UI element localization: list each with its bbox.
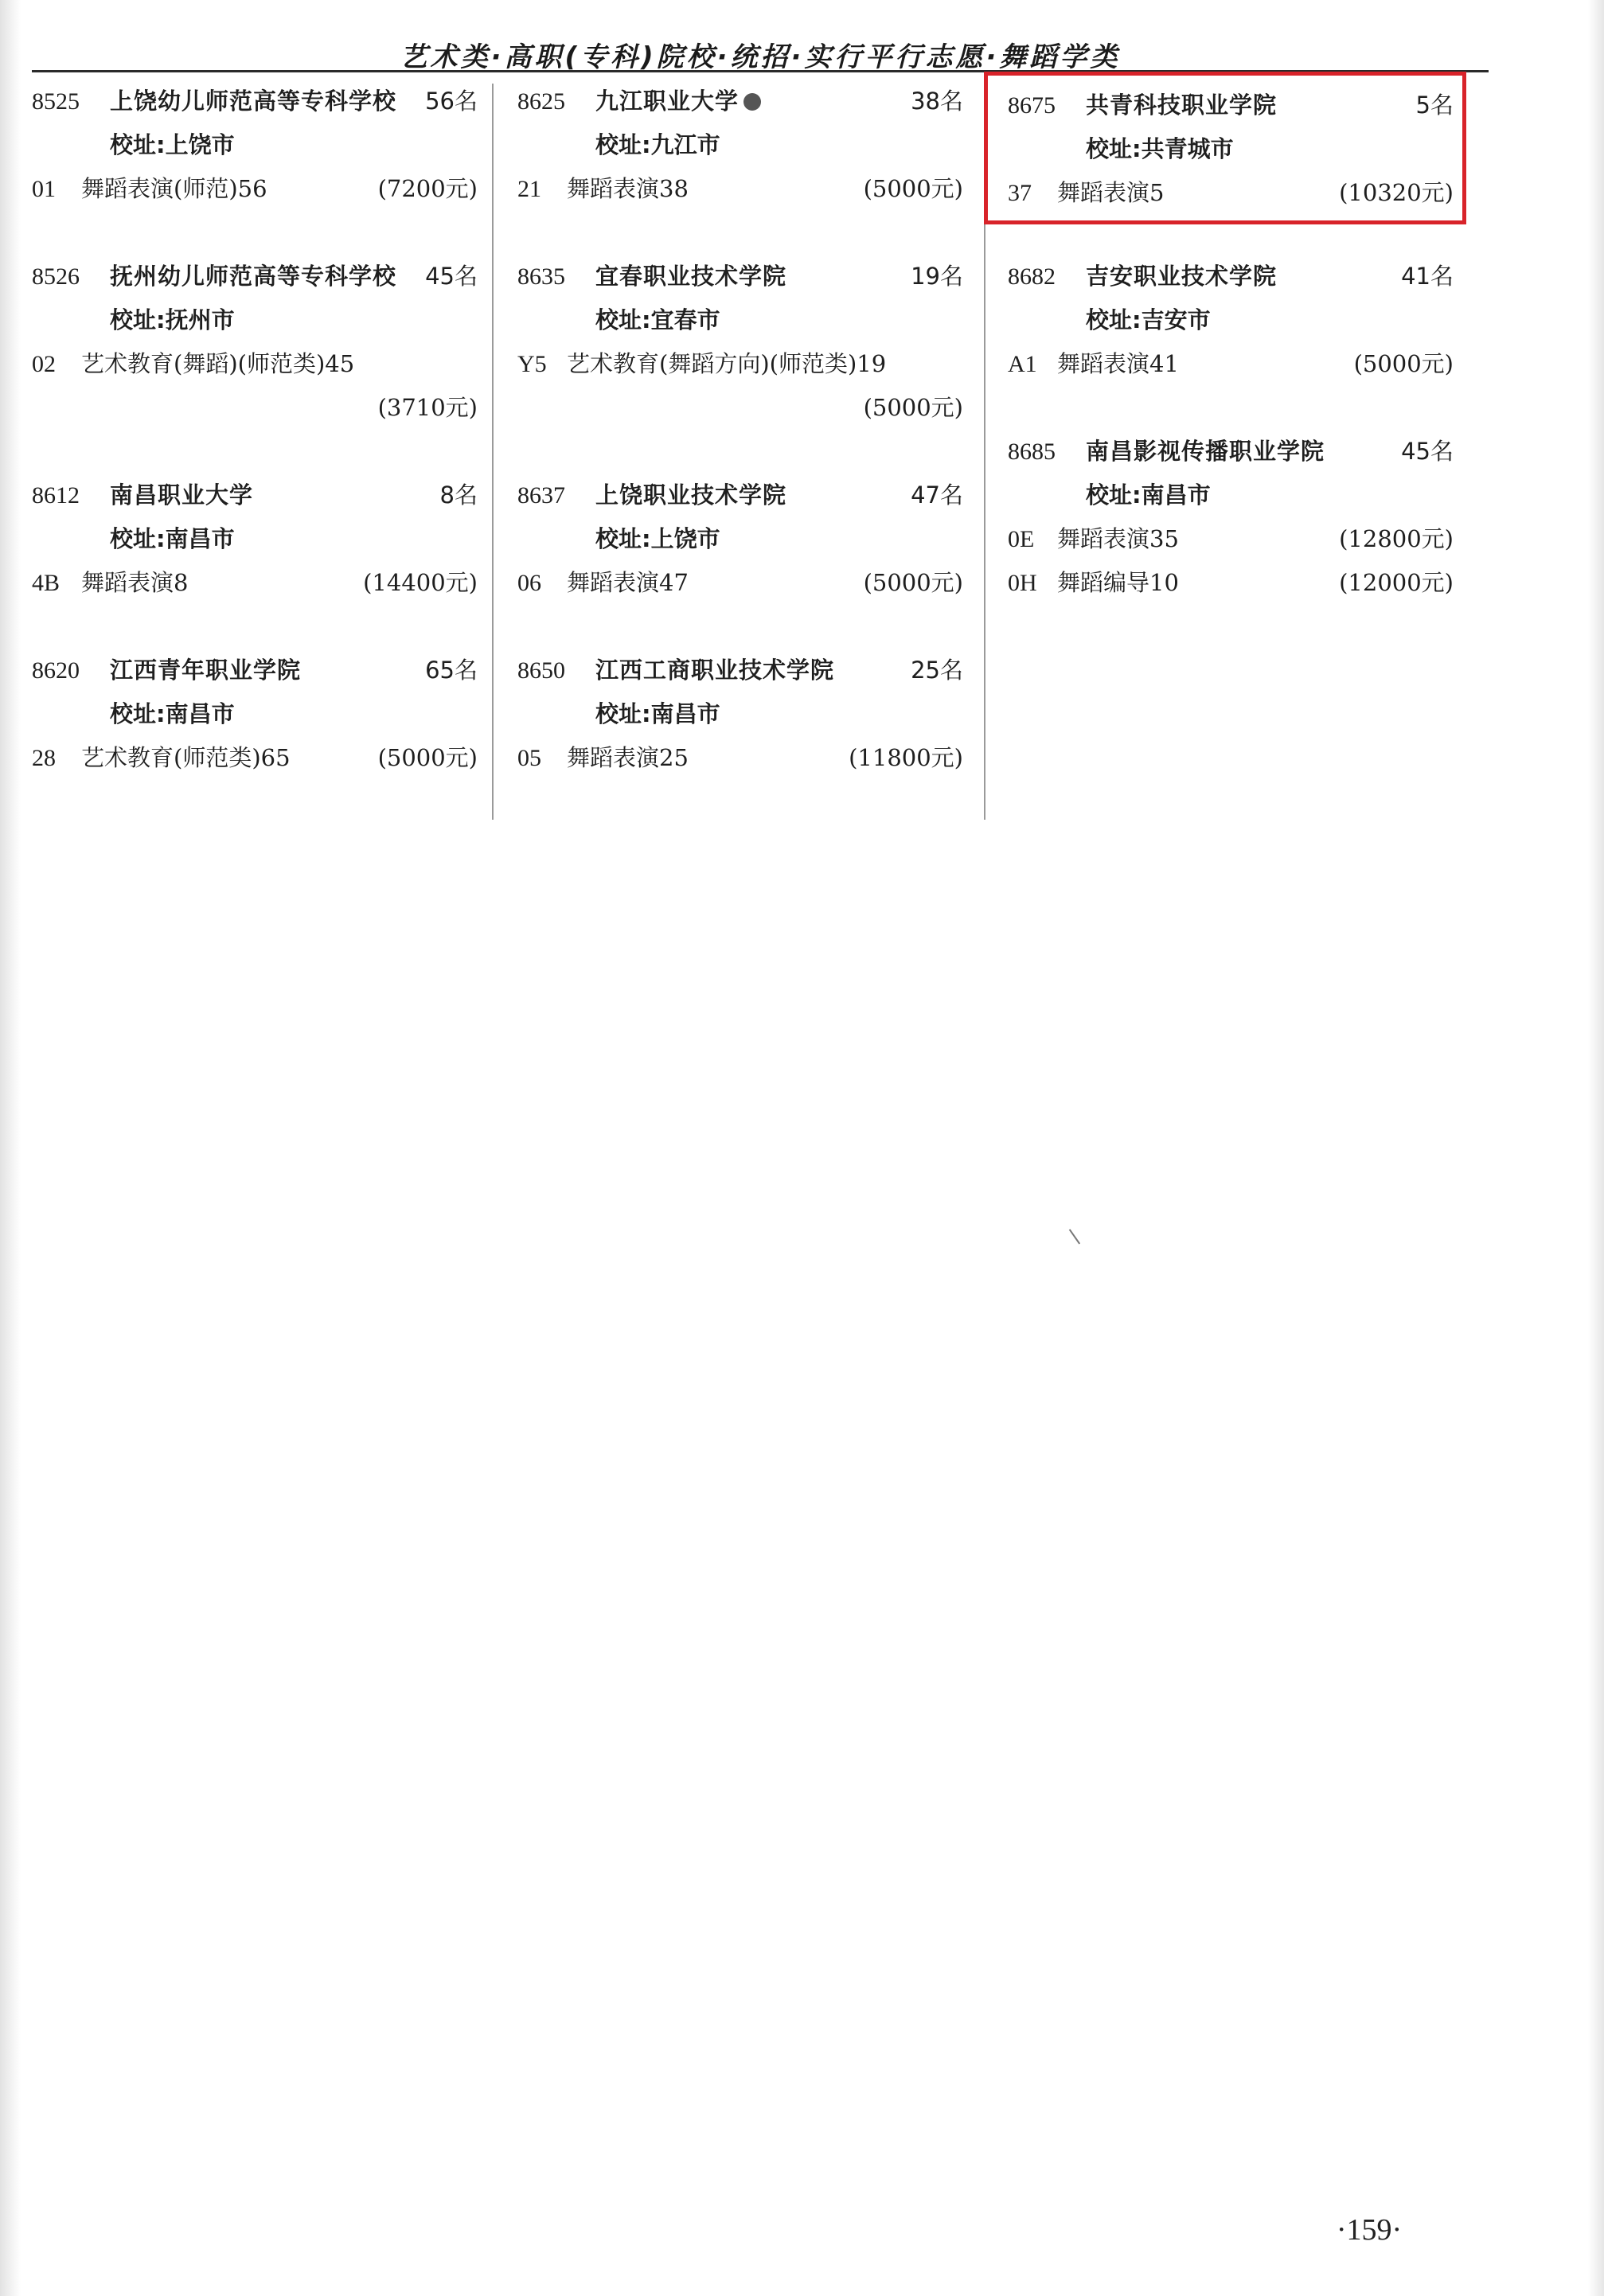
program-code: 28	[32, 745, 56, 771]
program-fee: (12800元)	[1339, 525, 1454, 552]
school-address: 校址:南昌市	[595, 700, 720, 727]
program-code: 4B	[32, 570, 60, 596]
school-header-row	[517, 649, 963, 692]
program-name: 舞蹈表演41	[1057, 350, 1179, 377]
school-entry-8526	[32, 255, 478, 430]
school-address-row	[1008, 474, 1454, 517]
school-entry-8682	[1008, 255, 1454, 386]
school-code: 8635	[517, 263, 565, 290]
program-row	[1008, 561, 1454, 605]
school-name: 南昌职业大学	[110, 481, 254, 509]
school-address-row	[517, 692, 963, 736]
school-header-row	[1008, 255, 1454, 298]
program-name: 舞蹈表演25	[567, 744, 689, 771]
program-row	[517, 167, 963, 211]
school-name: 上饶职业技术学院	[595, 481, 787, 509]
school-code: 8650	[517, 657, 565, 684]
school-header-row	[32, 474, 478, 517]
program-fee: (11800元)	[849, 744, 963, 771]
school-code: 8675	[1008, 92, 1056, 119]
school-address-row	[32, 692, 478, 736]
school-code: 8525	[32, 88, 80, 115]
school-address: 校址:抚州市	[110, 306, 235, 333]
program-fee: (5000元)	[1353, 350, 1454, 377]
program-fee: (5000元)	[863, 175, 963, 202]
program-row	[32, 736, 478, 780]
school-address: 校址:共青城市	[1086, 135, 1234, 162]
school-quota: 47名	[911, 481, 963, 509]
school-name-with-marker	[595, 80, 761, 123]
school-address-row	[517, 517, 963, 561]
school-quota: 19名	[911, 263, 963, 290]
program-fee: (7200元)	[377, 175, 478, 202]
school-code: 8625	[517, 88, 565, 115]
school-address-row	[32, 298, 478, 342]
program-row	[517, 342, 963, 386]
school-header-row	[1008, 430, 1454, 474]
program-row	[32, 167, 478, 211]
program-fee: (3710元)	[377, 394, 478, 421]
school-code: 8620	[32, 657, 80, 684]
school-address-row	[32, 123, 478, 167]
school-address-row	[32, 517, 478, 561]
school-address-row	[517, 123, 963, 167]
school-code: 8612	[32, 482, 80, 509]
program-row	[32, 342, 478, 386]
page-header	[32, 32, 1489, 72]
program-code: 37	[1008, 180, 1032, 206]
school-address: 校址:南昌市	[110, 700, 235, 727]
page-number: ·159·	[1336, 2213, 1403, 2247]
program-name: 艺术教育(舞蹈)(师范类)45	[81, 350, 355, 377]
school-address: 校址:九江市	[595, 131, 720, 158]
school-header-row	[517, 474, 963, 517]
program-fee: (14400元)	[363, 569, 478, 596]
school-address: 校址:上饶市	[110, 131, 235, 158]
program-row	[32, 561, 478, 605]
school-quota: 38名	[911, 88, 963, 115]
school-name: 上饶幼儿师范高等专科学校	[110, 88, 397, 115]
school-address: 校址:南昌市	[1086, 481, 1211, 509]
program-fee: (10320元)	[1339, 179, 1454, 206]
program-name: 舞蹈表演38	[567, 175, 689, 202]
school-address-row	[1008, 298, 1454, 342]
school-quota: 45名	[425, 263, 478, 290]
program-row	[517, 561, 963, 605]
program-name: 舞蹈编导10	[1057, 569, 1179, 596]
school-name: 宜春职业技术学院	[595, 263, 787, 290]
school-header-row	[517, 255, 963, 298]
program-name: 艺术教育(舞蹈方向)(师范类)19	[567, 350, 887, 377]
program-row	[1008, 342, 1454, 386]
school-quota: 41名	[1401, 263, 1454, 290]
school-name: 江西青年职业学院	[110, 657, 302, 684]
program-code: 06	[517, 570, 541, 596]
school-address: 校址:吉安市	[1086, 306, 1211, 333]
scan-speck	[1069, 1225, 1087, 1245]
program-name: 舞蹈表演8	[81, 569, 189, 596]
school-entry-8625	[517, 80, 963, 211]
school-entry-8635	[517, 255, 963, 430]
column-divider-1	[492, 84, 494, 820]
school-entry-8685	[1008, 430, 1454, 605]
program-name: 舞蹈表演(师范)56	[81, 175, 267, 202]
program-fee-row	[32, 386, 478, 430]
school-address-row	[517, 298, 963, 342]
highlight-box	[984, 72, 1466, 224]
school-name: 吉安职业技术学院	[1086, 263, 1278, 290]
school-name: 共青科技职业学院	[1086, 92, 1278, 119]
school-code: 8637	[517, 482, 565, 509]
school-code: 8685	[1008, 439, 1056, 465]
program-code: 01	[32, 176, 56, 202]
filled-circle-icon	[743, 93, 761, 111]
program-name: 舞蹈表演47	[567, 569, 689, 596]
school-address: 校址:宜春市	[595, 306, 720, 333]
school-header-row	[32, 80, 478, 123]
school-entry-8650	[517, 649, 963, 780]
school-quota: 45名	[1401, 438, 1454, 465]
school-entry-8525	[32, 80, 478, 211]
school-header-row	[32, 649, 478, 692]
scan-shadow-right	[1588, 0, 1604, 2296]
program-name: 舞蹈表演35	[1057, 525, 1179, 552]
school-quota: 8名	[439, 481, 478, 509]
school-quota: 25名	[911, 657, 963, 684]
school-quota: 65名	[425, 657, 478, 684]
program-row	[517, 736, 963, 780]
program-name: 舞蹈表演5	[1057, 179, 1165, 206]
school-entry-8620	[32, 649, 478, 780]
school-header-row	[517, 80, 963, 123]
program-fee: (5000元)	[377, 744, 478, 771]
program-fee: (5000元)	[863, 394, 963, 421]
program-code: A1	[1008, 351, 1037, 377]
school-address: 校址:上饶市	[595, 525, 720, 552]
school-quota: 5名	[1415, 92, 1454, 119]
program-code: 21	[517, 176, 541, 202]
school-quota: 56名	[425, 88, 478, 115]
school-name: 九江职业大学	[595, 88, 740, 115]
program-code: 02	[32, 351, 56, 377]
school-entry-8612	[32, 474, 478, 605]
school-header-row	[32, 255, 478, 298]
program-code: 05	[517, 745, 541, 771]
school-address: 校址:南昌市	[110, 525, 235, 552]
school-code: 8526	[32, 263, 80, 290]
header-title: 艺术类·高职(专科)院校·统招·实行平行志愿·舞蹈学类	[400, 41, 1121, 73]
program-fee-row	[517, 386, 963, 430]
program-code: 0E	[1008, 526, 1035, 552]
school-name: 江西工商职业技术学院	[595, 657, 835, 684]
school-name: 南昌影视传播职业学院	[1086, 438, 1325, 465]
program-fee: (5000元)	[863, 569, 963, 596]
program-row	[1008, 517, 1454, 561]
school-entry-8637	[517, 474, 963, 605]
program-name: 艺术教育(师范类)65	[81, 744, 291, 771]
program-code: 0H	[1008, 570, 1037, 596]
school-code: 8682	[1008, 263, 1056, 290]
program-fee: (12000元)	[1339, 569, 1454, 596]
school-name: 抚州幼儿师范高等专科学校	[110, 263, 397, 290]
scan-shadow-left	[0, 0, 21, 2296]
program-code: Y5	[517, 351, 547, 377]
